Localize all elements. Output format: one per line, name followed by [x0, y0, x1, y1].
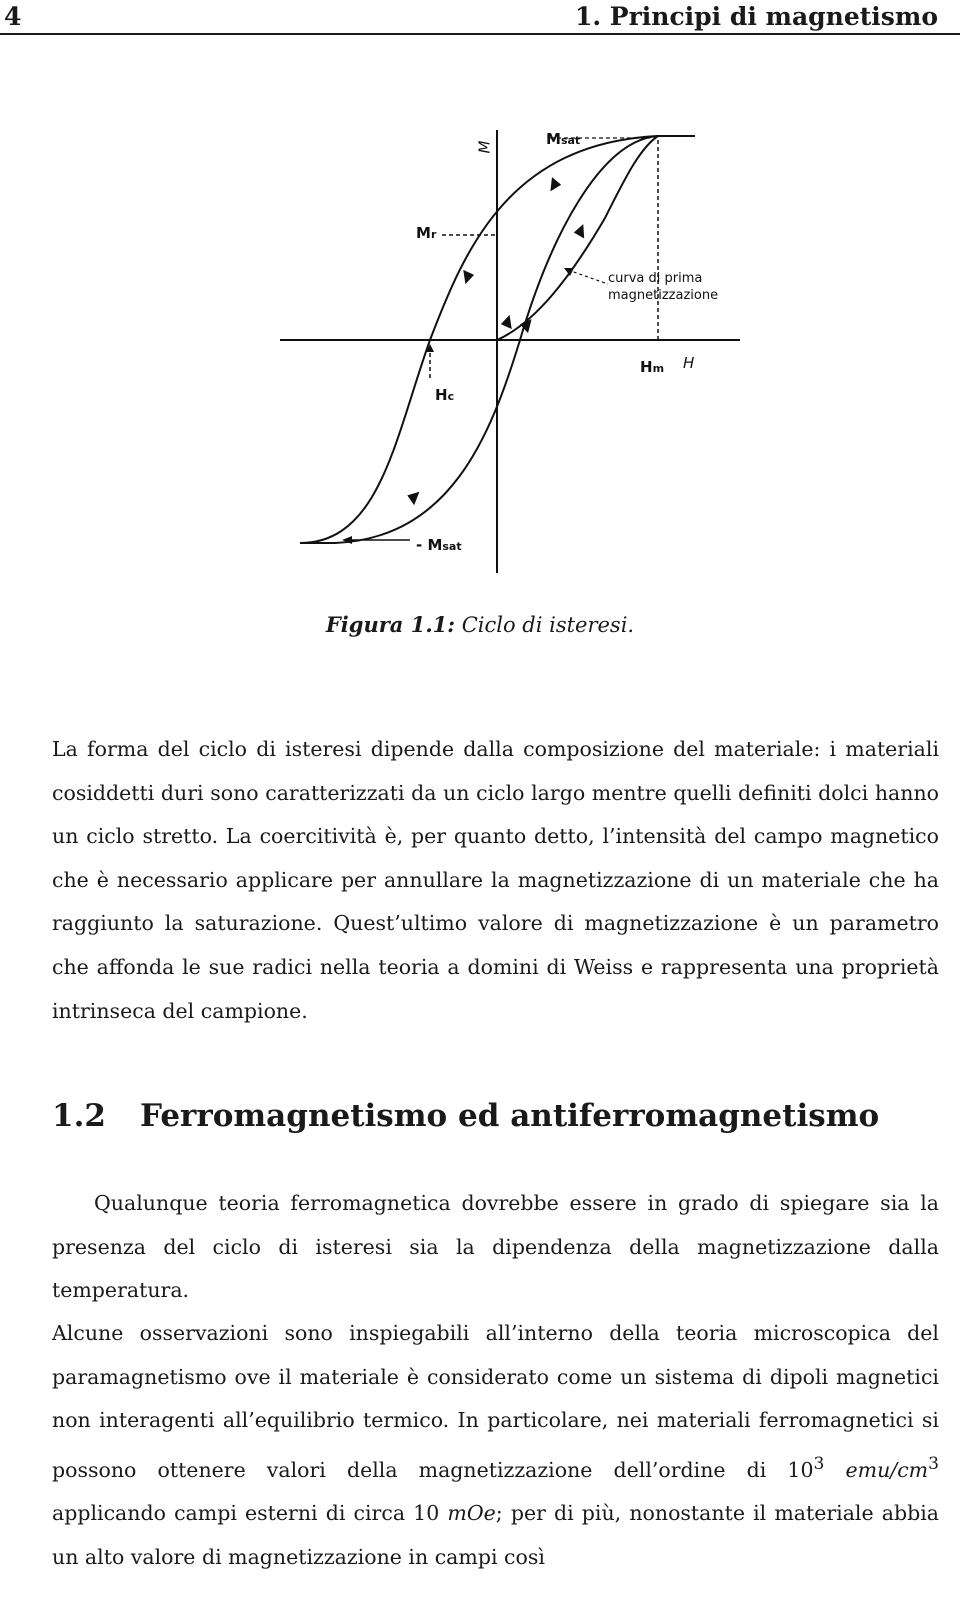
note-guide: [568, 270, 608, 284]
arrow-descending-lower: [458, 270, 474, 286]
section-number: 1.2: [52, 1098, 106, 1134]
arrow-ascending-bottom: [407, 488, 424, 505]
first-magnetization-note: curva di prima magnetizzazione: [608, 271, 719, 303]
section-heading: [52, 1098, 879, 1134]
paragraph-observations: Alcune osservazioni sono inspiegabili all’interno della teoria microscopica del paramagnetismo ove il materiale è considerato come un sistema di dipoli magnetici non interagenti all’equilibrio termico. In particolare, nei materiali ferromagnetici si possono ottenere valori della magnetizzazione dell’ordine di $10^3$ emu/$cm^3$ applicando campi esterni di circa 10 mOe; per di più, nonostante il materiale abbia un alto valore di magnetizzazione in campi così: [52, 1321, 939, 1569]
caption-label: Figura 1.1:: [325, 612, 455, 637]
hm-label: Hm: [640, 358, 665, 376]
figure-caption: [0, 612, 960, 637]
hysteresis-diagram: [270, 118, 750, 578]
running-head: 1. Principi di magnetismo: [575, 2, 938, 31]
neg-msat-label: - Msat: [416, 536, 462, 554]
paragraph-hysteresis-shape: La forma del ciclo di isteresi dipende dalla composizione del materiale: i materiali cosiddetti duri sono caratterizzati da un ciclo largo mentre quelli definiti dolci hanno un ciclo stretto. La coercitività è, per quanto detto, l’intensità del campo magnetico che è necessario applicare per annullare la magnetizzazione di un materiale che ha raggiunto la saturazione. Quest’ultimo valore di magnetizzazione è un parametro che affonda le sue radici nella teoria a domini di Weiss e rappresenta una proprietà intrinseca del campione.: [52, 737, 939, 1023]
mr-label: Mr: [416, 224, 437, 242]
axis-h-label: H: [683, 354, 695, 372]
caption-text: Ciclo di isteresi.: [461, 613, 635, 637]
paragraph-ferromagnetic-theory: Qualunque teoria ferromagnetica dovrebbe essere in grado di spiegare sia la presenza del ciclo di isteresi sia la dipendenza della magnetizzazione dalla temperatura.: [52, 1191, 939, 1303]
section-title: Ferromagnetismo ed antiferromagnetismo: [140, 1098, 880, 1134]
page-header: [0, 0, 960, 34]
axis-m-label: M: [475, 140, 494, 154]
page-number: 4: [4, 2, 22, 31]
header-rule: [0, 33, 960, 35]
hc-label: Hc: [435, 386, 455, 404]
arrow-ascending-lower: [501, 313, 517, 329]
first-magnetization-curve: [497, 136, 658, 340]
arrow-ascending-upper: [574, 222, 590, 238]
arrow-descending-upper: [544, 177, 561, 194]
msat-label: Msat: [546, 130, 581, 148]
hysteresis-figure: [270, 118, 750, 578]
